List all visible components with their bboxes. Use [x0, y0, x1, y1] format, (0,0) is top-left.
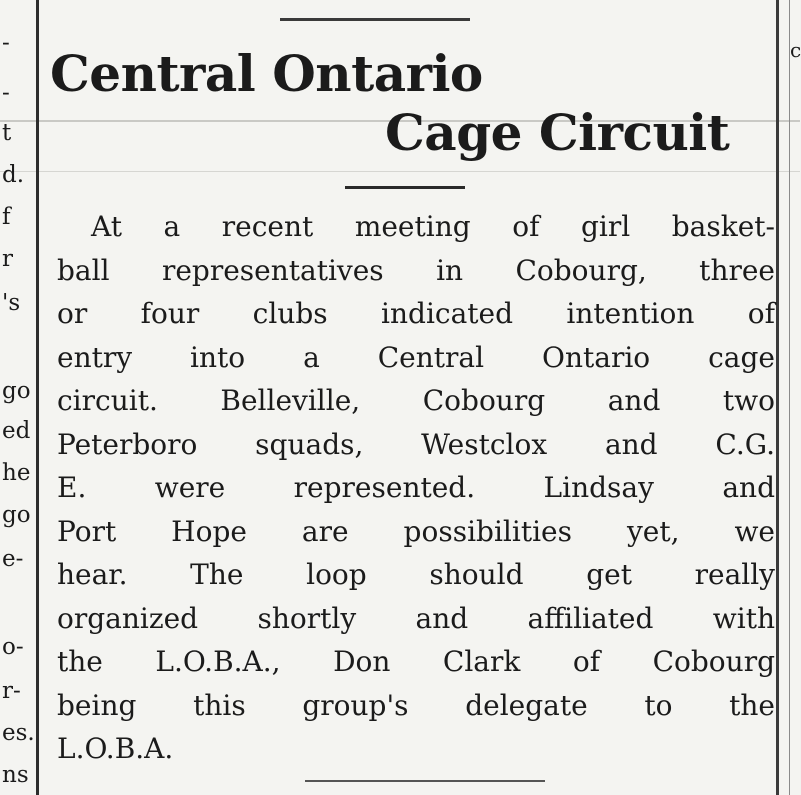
column-divider	[776, 0, 779, 795]
article-line: L.O.B.A.	[57, 732, 174, 765]
headline-line-1: Central Ontario	[50, 44, 483, 103]
article-line: being this group's delegate to the	[57, 688, 775, 722]
headline-line-2: Cage Circuit	[385, 103, 730, 162]
article-line: hear. The loop should get really	[57, 558, 775, 591]
article-line: the L.O.B.A., Don Clark of Cobourg	[57, 645, 775, 678]
bottom-rule	[305, 780, 545, 782]
article-line: organized shortly and affiliated with	[57, 601, 775, 635]
article-line: Peterboro squads, Westclox and C.G.	[57, 427, 775, 461]
fragment-text: e-	[2, 546, 24, 572]
fragment-text: go	[2, 502, 31, 528]
fragment-text: ns	[2, 762, 29, 788]
right-edge-fragment: c	[790, 38, 801, 62]
column-divider	[789, 0, 790, 795]
column-divider	[36, 0, 39, 795]
article-line: Port Hope are possibilities yet, we	[57, 514, 775, 548]
article-line: At a recent meeting of girl basket-	[91, 210, 775, 243]
fragment-text: go	[2, 378, 31, 404]
fragment-text: t	[2, 120, 12, 146]
article-line: E. were represented. Lindsay and	[57, 471, 775, 504]
fragment-text: ed	[2, 418, 31, 444]
fragment-text: o-	[2, 634, 24, 660]
fragment-text: f	[2, 204, 11, 230]
headline-rule	[345, 186, 465, 189]
article-line: ball representatives in Cobourg, three	[57, 253, 775, 287]
paper-fold-line	[0, 171, 800, 172]
article-body	[57, 205, 775, 771]
fragment-text: -	[2, 80, 10, 106]
article-line: entry into a Central Ontario cage	[57, 340, 775, 374]
fragment-text: he	[2, 460, 31, 486]
top-rule	[280, 18, 470, 21]
fragment-text: r-	[2, 678, 21, 704]
fragment-text: es.	[2, 720, 35, 746]
fragment-text: 's	[2, 290, 21, 316]
article-line: or four clubs indicated intention of	[57, 297, 775, 330]
article-line: circuit. Belleville, Cobourg and two	[57, 384, 775, 417]
fragment-text: d.	[2, 162, 25, 188]
fragment-text: r	[2, 246, 13, 272]
fragment-text: -	[2, 30, 10, 56]
left-column-fragments	[0, 0, 34, 795]
